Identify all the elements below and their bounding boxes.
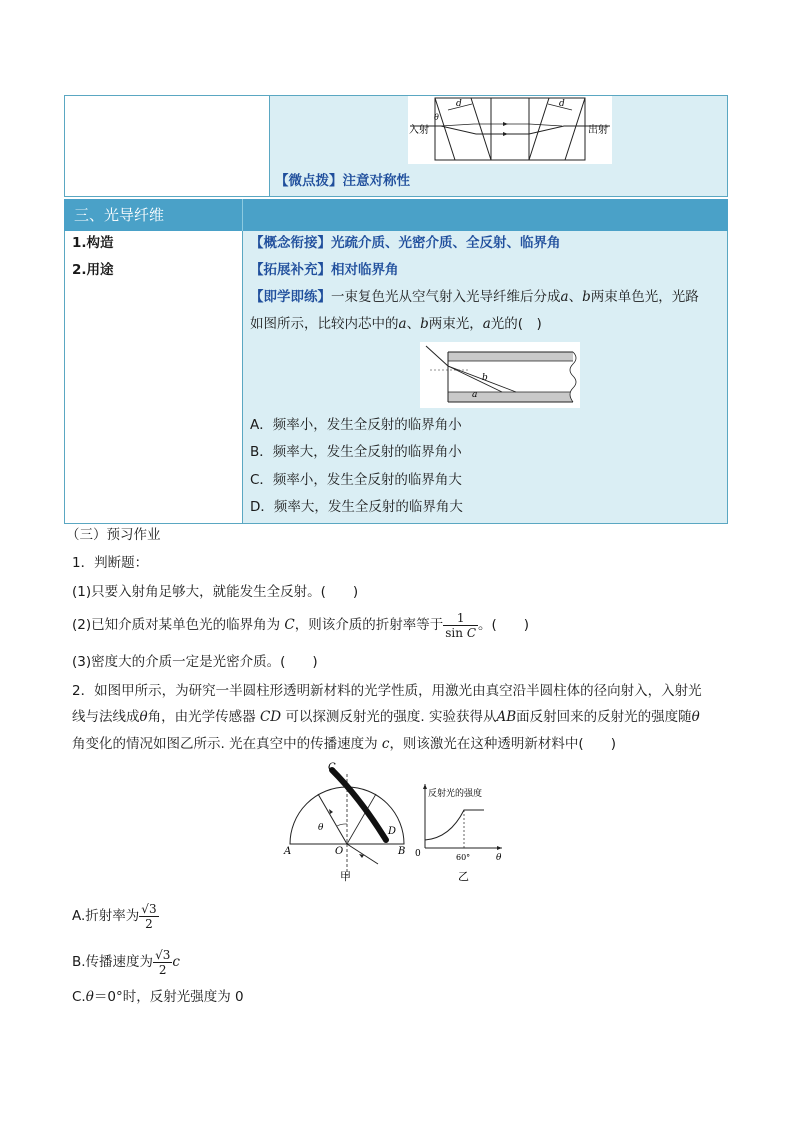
incident-label: 入射 xyxy=(409,125,429,136)
section-header-divider xyxy=(242,199,243,231)
figure-jia xyxy=(280,760,410,884)
figure-yi xyxy=(410,780,510,884)
q1-item-2 xyxy=(72,608,529,644)
q2-opta-text: A.折射率为 xyxy=(72,908,140,924)
q2-opta-num: √3 xyxy=(141,901,157,916)
q2-2c: 可以探测反射光的强度. 实验获得从 xyxy=(281,709,497,725)
jia-label-theta: θ xyxy=(318,823,324,833)
option-a: A．频率小，发生全反射的临界角小 xyxy=(250,417,462,433)
q2-2d: 面反射回来的反射光的强度随 xyxy=(516,709,692,725)
exit-label: 出射 xyxy=(588,125,608,136)
jia-label-C: C xyxy=(328,762,336,773)
q2-theta: θ xyxy=(139,709,148,725)
q1-2-b: ，则该介质的折射率等于 xyxy=(294,617,444,633)
frac-den-C: C xyxy=(466,625,476,640)
q2-optb-num: √3 xyxy=(155,947,171,962)
extension-bracket: 【拓展补充】 xyxy=(250,262,331,278)
yi-caption: 乙 xyxy=(458,870,469,883)
concept-link xyxy=(250,233,561,253)
q2-line-1: 2．如图甲所示，为研究一半圆柱形透明新材料的光学性质，用激光由真空沿半圆柱体的径向射入，入射光 xyxy=(72,683,702,699)
var-a-2: a xyxy=(398,316,407,332)
extension-text: 相对临界角 xyxy=(331,262,399,278)
var-b-2: b xyxy=(420,316,429,332)
q1-2-c: 。( ) xyxy=(478,617,530,633)
yi-ylabel: 反射光的强度 xyxy=(428,789,483,799)
q2-opta-fraction xyxy=(139,902,158,931)
q2-c: c xyxy=(381,736,390,752)
q2-optb-den: 2 xyxy=(158,962,167,977)
practice-bracket: 【即学即练】 xyxy=(250,289,331,305)
sep: 、 xyxy=(568,289,583,305)
jia-label-B: B xyxy=(398,846,406,857)
option-d: D．频率大，发生全反射的临界角大 xyxy=(250,499,463,515)
d-label-left: d xyxy=(456,99,462,109)
practice-text-1a: 一束复色光从空气射入光导纤维后分成 xyxy=(331,289,561,305)
concept-bracket: 【概念衔接】 xyxy=(250,235,331,251)
q2-CD: CD xyxy=(259,709,282,725)
jia-caption: 甲 xyxy=(340,870,351,883)
q2-optb-text: B.传播速度为 xyxy=(72,954,154,970)
q2-opta-den: 2 xyxy=(145,916,153,931)
frac-den xyxy=(443,626,478,640)
q1-2-a: (2)已知介质对某单色光的临界角为 xyxy=(72,617,285,633)
prism-diagram xyxy=(408,96,612,164)
extension xyxy=(250,260,399,280)
q2-line-3 xyxy=(72,734,616,754)
q2-optb-fraction xyxy=(153,948,172,977)
var-b: b xyxy=(582,289,591,305)
q2-option-c xyxy=(72,987,244,1007)
micro-tip-bracket: 【微点拨】 xyxy=(275,173,343,189)
yi-xlabel: θ xyxy=(496,853,502,863)
q2-optc-a: C. xyxy=(72,989,86,1005)
q1-item-1: (1)只要入射角足够大，就能发生全反射。( ) xyxy=(72,584,359,600)
q2-theta-2: θ xyxy=(691,709,700,725)
practice-line-1 xyxy=(250,287,699,307)
q2-option-b xyxy=(72,944,180,980)
yi-origin: 0 xyxy=(415,849,421,859)
q2-3a: 角变化的情况如图乙所示. 光在真空中的传播速度为 xyxy=(72,736,382,752)
frac-num: 1 xyxy=(443,611,478,626)
q2-optc-b: ＝0°时，反射光强度为 0 xyxy=(93,989,244,1005)
jia-label-O: O xyxy=(335,846,344,857)
fiber-diagram xyxy=(420,342,580,408)
option-c: C．频率小，发生全反射的临界角大 xyxy=(250,472,462,488)
q2-3b: ，则该激光在这种透明新材料中( ) xyxy=(389,736,616,752)
concept-text: 光疏介质、光密介质、全反射、临界角 xyxy=(331,235,561,251)
top-left-cell xyxy=(65,96,270,196)
q2-AB: AB xyxy=(496,709,517,725)
item-usage: 2.用途 xyxy=(72,262,114,278)
practice-text-2c: 光的( ) xyxy=(490,316,542,332)
q1-2-C: C xyxy=(284,617,295,633)
theta-label: θ xyxy=(434,113,439,122)
frac-den-sin: sin xyxy=(445,625,467,640)
practice-text-2b: 两束光， xyxy=(428,316,483,332)
q1-item-3: (3)密度大的介质一定是光密介质。( ) xyxy=(72,654,318,670)
jia-label-A: A xyxy=(284,846,292,857)
yi-tick-60: 60° xyxy=(456,853,471,862)
option-b: B．频率大，发生全反射的临界角小 xyxy=(250,444,462,460)
fraction-1-over-sinC xyxy=(443,611,478,640)
d-label-right: d xyxy=(559,99,565,109)
practice-text-1b: 两束单色光，光路 xyxy=(590,289,699,305)
var-a: a xyxy=(560,289,569,305)
sep-2: 、 xyxy=(406,316,421,332)
homework-heading: （三）预习作业 xyxy=(66,527,161,543)
item-structure: 1.构造 xyxy=(72,235,114,251)
jia-label-D: D xyxy=(388,826,397,837)
q1-title: 1．判断题： xyxy=(72,555,149,571)
micro-tip-text: 注意对称性 xyxy=(342,173,410,189)
q2-optb-c: c xyxy=(172,954,180,970)
fiber-label-b: b xyxy=(482,373,488,383)
q2-2a: 线与法线成 xyxy=(72,709,140,725)
q2-2b: 角，由光学传感器 xyxy=(147,709,260,725)
fiber-label-a: a xyxy=(472,390,478,400)
var-a-3: a xyxy=(482,316,491,332)
practice-line-2 xyxy=(250,314,542,334)
section-title: 三、光导纤维 xyxy=(74,206,165,224)
practice-text-2a: 如图所示，比较内芯中的 xyxy=(250,316,399,332)
q2-option-a xyxy=(72,898,159,934)
q2-optc-theta: θ xyxy=(85,989,94,1005)
micro-tip xyxy=(275,171,410,191)
q2-line-2 xyxy=(72,707,700,727)
